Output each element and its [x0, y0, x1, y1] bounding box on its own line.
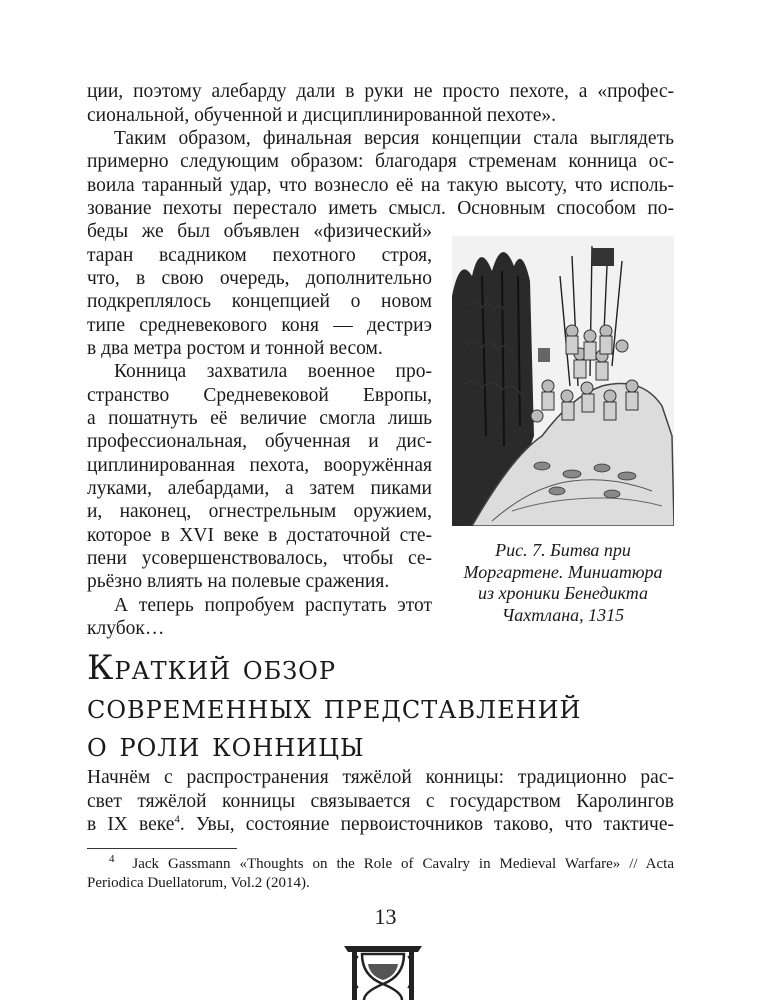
footnote-reference[interactable]: 4 [174, 813, 180, 826]
text-line: которое в XVI веке в достаточной сте- [87, 525, 432, 546]
footnote-number: 4 [109, 853, 115, 865]
footnote-text: Jack Gassmann «Thoughts on the Role of Cavalry in Medieval Warfare» // Acta [132, 856, 675, 872]
text-line: ции, поэтому алебарду дали в руки не просто пехоте, а «профес- [87, 81, 674, 102]
text-line: свет тяжёлой конницы связывается с государством Каролингов [87, 791, 674, 812]
text-line: типе средневекового коня — дестриэ [87, 315, 432, 336]
caption-line: из хроники Бенедикта [478, 583, 648, 603]
text-line: рьёзно влиять на полевые сражения. [87, 571, 390, 592]
text-line: клубок… [87, 618, 165, 639]
text-fragment: . Увы, состояние первоисточников таково, что тактиче- [179, 814, 674, 835]
text-line: Таким образом, финальная версия концепции стала выглядеть [114, 128, 674, 149]
caption-line: Моргартене. Миниатюра [463, 561, 663, 582]
footnote-separator [87, 848, 237, 849]
text-line: а пошатнуть её величие смогла лишь [87, 408, 432, 429]
footnote [87, 855, 674, 874]
text-line: примерно следующим образом: благодаря стременам конница ос- [87, 151, 674, 172]
text-line [87, 813, 674, 836]
text-line: А теперь попробуем распутать этот [114, 595, 432, 616]
text-line: и, наконец, огнестрельным оружием, [87, 501, 432, 522]
text-line: что, в свою очередь, дополнительно [87, 268, 432, 289]
heading-line: Краткий обзор [87, 648, 336, 688]
text-line: зование пехоты перестало иметь смысл. Основным способом по- [87, 198, 674, 219]
text-line: беды же был объявлен «физический» [87, 221, 432, 242]
text-line: пени усовершенствовалось, чтобы се- [87, 548, 432, 569]
text-fragment: в IX веке [87, 814, 175, 835]
footnote-line: Periodica Duellatorum, Vol.2 (2014). [87, 875, 310, 891]
text-line: циплинированная пехота, вооружённая [87, 455, 432, 476]
text-line: луками, алебардами, а затем пиками [87, 478, 432, 499]
text-line: в два метра ростом и тонной весом. [87, 338, 383, 359]
text-line: странство Средневековой Европы, [87, 385, 432, 406]
text-line: профессиональная, обученная и дис- [87, 431, 432, 452]
hourglass-ornament-icon [338, 942, 428, 1000]
caption-line: Рис. 7. Битва при [495, 540, 631, 560]
battle-miniature-image [452, 236, 674, 526]
text-line: таран всадником пехотного строя, [87, 245, 432, 266]
text-line: подкреплялось концепцией о новом [87, 291, 432, 312]
heading-line: о роли конницы [87, 725, 365, 765]
section-heading [87, 649, 687, 765]
page-number: 13 [374, 904, 397, 929]
heading-line: современных представлений [87, 686, 582, 727]
figure-caption [440, 540, 686, 626]
caption-line: Чахтлана, 1315 [501, 604, 625, 625]
text-line: воила таранный удар, что вознесло её на такую высоту, что исполь- [87, 175, 674, 196]
text-line: Конница захватила военное про- [114, 361, 432, 382]
text-line: Начнём с распространения тяжёлой конницы: традиционно рас- [87, 767, 674, 788]
text-line: сиональной, обученной и дисциплинированной пехоте». [87, 105, 557, 126]
